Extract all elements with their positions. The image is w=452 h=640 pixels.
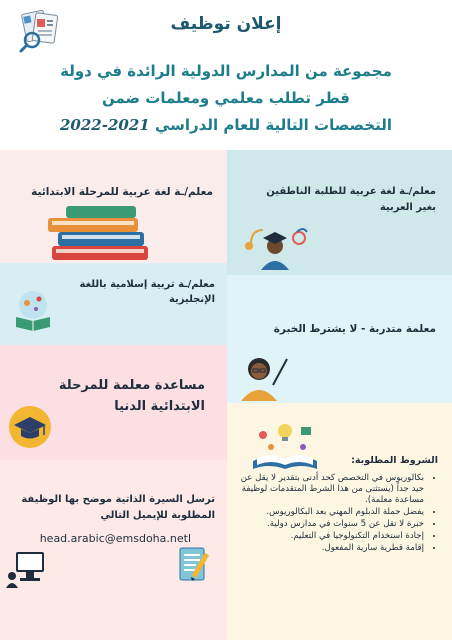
requirement-item: • بكالوريوس في التخصص كحد أدنى بتقدير لا يقل عن جيد جداً (يستثنى من هذا الشرط المتقدمات لوظيفة مساعدة معلمة). <box>233 473 424 506</box>
requirements-card <box>227 403 452 640</box>
page-subtitle <box>12 58 440 139</box>
job-assistant-card <box>0 345 227 460</box>
job-islamic-english-card <box>0 263 227 345</box>
graduation-cap-icon <box>8 405 52 449</box>
requirement-item: • يفضل حملة الدبلوم المهني بعد البكالوريوس. <box>233 507 424 518</box>
requirement-item: • إجادة استخدام التكنولوجيا في التعليم. <box>233 531 424 542</box>
job-trainee-label: معلمة متدربة - لا يشترط الخبرة <box>273 323 436 335</box>
document-pencil-icon <box>178 544 212 584</box>
requirement-item: • خبرة لا تقل عن 5 سنوات في مدارس دولية. <box>233 519 424 530</box>
academic-year: 2021-2022 <box>60 116 150 134</box>
job-trainee-card <box>227 275 452 403</box>
header <box>0 0 452 148</box>
requirements-list-wrapper <box>233 473 438 555</box>
page-title: إعلان توظيف <box>170 14 282 34</box>
learning-book-icon <box>10 285 56 331</box>
subtitle-line-1: مجموعة من المدارس الدولية الرائدة في دولة <box>60 62 392 80</box>
teacher-icon <box>235 355 289 401</box>
job-arabic-non-native-card <box>227 150 452 275</box>
computer-user-icon <box>6 548 48 588</box>
requirement-item: • إقامة قطرية سارية المفعول. <box>233 543 424 554</box>
job-arabic-primary-card <box>0 150 227 263</box>
job-arabic-primary-label: معلم/ـة لغة عربية للمرحلة الابتدائية <box>31 186 213 198</box>
contact-email[interactable]: head.arabic@emsdoha.netl <box>39 532 191 545</box>
apply-card <box>0 460 227 640</box>
requirements-list <box>233 473 438 554</box>
subtitle-line-3-text: التخصصات التالية للعام الدراسي <box>154 116 392 134</box>
books-stack-icon <box>40 204 160 263</box>
job-assistant-label: مساعدة معلمة للمرحلة الابتدائية الدنيا <box>58 378 205 414</box>
job-islamic-english-label: معلم/ـة تربية إسلامية باللغة الإنجليزية <box>79 279 215 305</box>
subtitle-line-3 <box>12 112 440 139</box>
requirements-title: الشروط المطلوبة: <box>351 455 438 466</box>
graduate-icon <box>241 224 311 272</box>
subtitle-line-2: قطر تطلب معلمي ومعلمات ضمن <box>101 89 351 107</box>
cv-instructions: ترسل السيرة الذاتية موضح بها الوظيفة المطلوبة للإيميل التالي <box>21 494 215 521</box>
job-arabic-non-native-label: معلم/ـة لغة عربية للطلبة الناطقين بغير العربية <box>266 186 436 213</box>
